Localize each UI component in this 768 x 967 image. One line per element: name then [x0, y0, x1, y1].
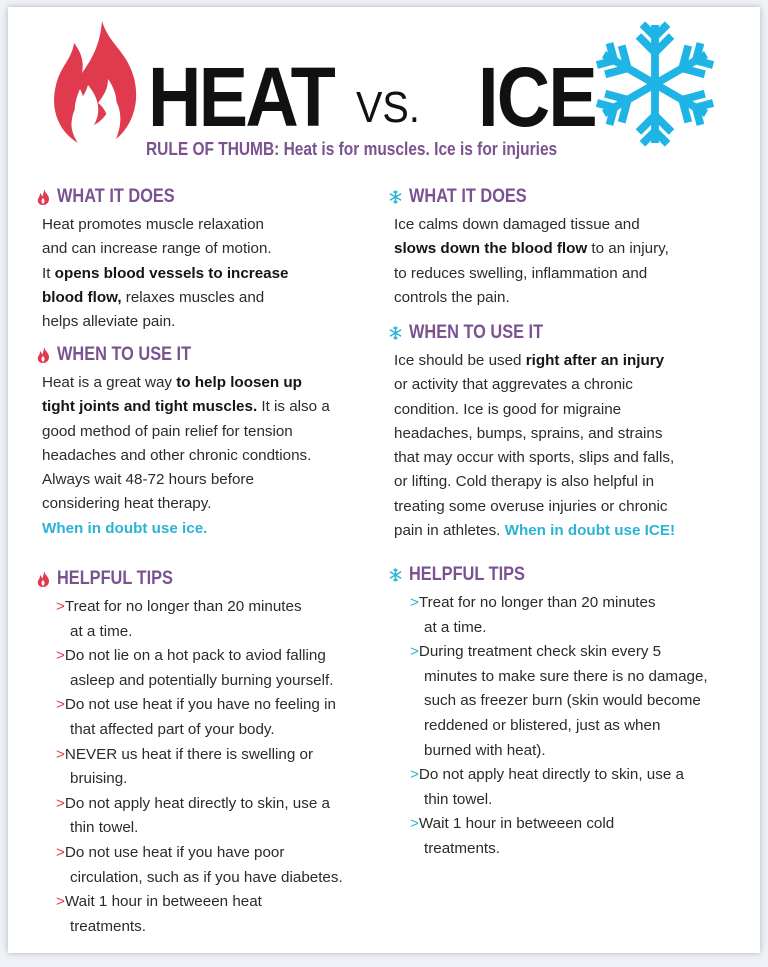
text-run: pain in athletes.	[394, 522, 505, 540]
tips-list	[36, 595, 343, 939]
tip-marker: >	[56, 745, 65, 763]
tip-item	[36, 743, 343, 792]
tip-text: Do not apply heat directly to skin, use a	[418, 766, 684, 784]
tip-text: Wait 1 hour in betweeen heat	[64, 893, 262, 911]
snowflake-icon	[388, 567, 403, 583]
tip-text: NEVER us heat if there is swelling or	[64, 745, 314, 763]
tip-text: treatments.	[70, 917, 146, 935]
text-run: considering heat therapy.	[42, 495, 212, 513]
bold-text: slows down the blood flow	[394, 240, 588, 258]
section-body	[388, 349, 675, 543]
snowflake-icon	[596, 21, 714, 147]
highlight-text: When in doubt use ice.	[42, 519, 208, 537]
section-heading	[388, 563, 708, 587]
bold-text: tight joints and tight muscles.	[42, 398, 258, 416]
tip-text: Treat for no longer than 20 minutes	[418, 594, 656, 611]
heat-tips-section	[36, 567, 343, 939]
tip-marker: >	[56, 647, 65, 665]
text-line	[42, 237, 288, 261]
text-run: condition. Ice is good for migraine	[394, 400, 622, 418]
tip-text: reddened or blistered, just as when	[424, 716, 661, 734]
tip-text: asleep and potentially burning yourself.	[70, 671, 334, 689]
section-body	[388, 213, 669, 310]
flame-icon	[50, 19, 140, 147]
text-line	[394, 495, 675, 519]
section-title: WHEN TO USE IT	[57, 344, 192, 365]
text-run: to an injury,	[587, 240, 669, 258]
tip-item	[388, 763, 708, 812]
tip-text: minutes to make sure there is no damage,	[424, 667, 708, 685]
section-title: HELPFUL TIPS	[409, 564, 525, 585]
tip-text: such as freezer burn (skin would become	[424, 692, 701, 710]
title-vs: VS.	[356, 83, 420, 132]
section-title: WHAT IT DOES	[409, 186, 527, 207]
text-run: It	[42, 264, 55, 282]
text-run: Heat promotes muscle relaxation	[42, 216, 265, 233]
heat-what-section	[36, 185, 288, 334]
section-title: WHEN TO USE IT	[409, 322, 544, 343]
ice-tips-section	[388, 563, 708, 862]
tip-text: Do not apply heat directly to skin, use a	[64, 794, 330, 812]
tip-item	[36, 792, 343, 841]
tip-text: thin towel.	[70, 819, 139, 837]
section-heading	[36, 567, 343, 591]
tip-marker: >	[410, 815, 419, 833]
tip-text: bruising.	[70, 770, 128, 788]
text-line	[394, 213, 669, 237]
section-heading	[36, 185, 288, 209]
section-body	[36, 371, 330, 541]
text-run: headaches, bumps, sprains, and strains	[394, 424, 663, 442]
tip-text: burned with heat).	[424, 741, 546, 759]
snowflake-icon	[388, 189, 403, 205]
text-line	[42, 286, 288, 310]
section-heading	[36, 343, 330, 367]
text-line	[394, 373, 675, 397]
tip-marker: >	[410, 643, 419, 661]
tip-text: treatments.	[424, 839, 500, 857]
section-heading	[388, 185, 669, 209]
flame-icon	[36, 571, 51, 587]
text-run: Ice should be used	[394, 352, 526, 369]
tip-text: Wait 1 hour in betweeen cold	[418, 815, 615, 833]
section-body	[36, 213, 288, 334]
tip-item	[36, 693, 343, 742]
text-run: or activity that aggrevates a chronic	[394, 376, 633, 394]
section-title: HELPFUL TIPS	[57, 568, 173, 589]
text-run: or lifting. Cold therapy is also helpful in	[394, 473, 655, 491]
title-heat: HEAT	[148, 50, 334, 144]
tip-text: Treat for no longer than 20 minutes	[64, 598, 302, 615]
text-line	[42, 517, 330, 541]
text-line	[394, 422, 675, 446]
text-line	[42, 468, 330, 492]
text-run: controls the pain.	[394, 288, 510, 306]
text-line	[42, 310, 288, 334]
flame-icon	[36, 189, 51, 205]
text-line	[394, 349, 675, 373]
flame-icon	[36, 347, 51, 363]
text-run: and can increase range of motion.	[42, 240, 272, 258]
text-line	[42, 262, 288, 286]
text-run: to reduces swelling, inflammation and	[394, 264, 648, 282]
text-run: Ice calms down damaged tissue and	[394, 216, 640, 233]
tip-text: at a time.	[424, 618, 487, 636]
rule-of-thumb: RULE OF THUMB: Heat is for muscles. Ice is for injuries	[146, 139, 558, 159]
text-run: treating some overuse injuries or chronic	[394, 497, 668, 515]
text-line	[42, 492, 330, 516]
text-line	[42, 371, 330, 395]
tip-text: thin towel.	[424, 790, 493, 808]
infographic-page	[8, 7, 760, 953]
text-line	[42, 395, 330, 419]
text-line	[42, 420, 330, 444]
text-line	[42, 213, 288, 237]
text-line	[394, 519, 675, 543]
tip-marker: >	[56, 696, 65, 714]
tip-text: During treatment check skin every 5	[418, 643, 662, 661]
tip-marker: >	[56, 598, 65, 615]
tip-marker: >	[56, 893, 65, 911]
text-run: Heat is a great way	[42, 374, 177, 391]
section-heading	[388, 321, 675, 345]
tip-marker: >	[56, 843, 65, 861]
text-run: helps alleviate pain.	[42, 313, 176, 331]
text-run: Always wait 48-72 hours before	[42, 471, 254, 489]
text-run: that may occur with sports, slips and falls,	[394, 449, 675, 467]
heat-when-section	[36, 343, 330, 541]
tip-text: Do not lie on a hot pack to aviod falling	[64, 647, 326, 665]
text-line	[394, 398, 675, 422]
text-run: It is also a	[257, 398, 330, 416]
text-run: relaxes muscles and	[121, 288, 265, 306]
text-run: good method of pain relief for tension	[42, 422, 293, 440]
section-title: WHAT IT DOES	[57, 186, 175, 207]
tip-item	[388, 591, 708, 640]
tip-text: that affected part of your body.	[70, 720, 275, 738]
text-run: headaches and other chronic condtions.	[42, 446, 312, 464]
highlight-text: When in doubt use ICE!	[504, 522, 676, 540]
blank-patch	[536, 833, 760, 953]
tip-item	[388, 640, 708, 763]
tip-item	[36, 841, 343, 890]
tip-text: at a time.	[70, 622, 133, 640]
ice-when-section	[388, 321, 675, 543]
title-ice: ICE	[478, 50, 596, 144]
tip-marker: >	[410, 594, 419, 611]
tip-marker: >	[410, 766, 419, 784]
tip-marker: >	[56, 794, 65, 812]
snowflake-icon	[388, 325, 403, 341]
ice-what-section	[388, 185, 669, 310]
tip-item	[36, 595, 343, 644]
text-line	[394, 470, 675, 494]
tip-item	[36, 890, 343, 939]
tips-list	[388, 591, 708, 862]
bold-text: blood flow,	[42, 288, 122, 306]
tip-text: circulation, such as if you have diabetes.	[70, 868, 343, 886]
text-line	[394, 286, 669, 310]
text-line	[394, 262, 669, 286]
text-line	[42, 444, 330, 468]
text-line	[394, 237, 669, 261]
tip-item	[36, 644, 343, 693]
bold-text: right after an injury	[525, 352, 665, 369]
bold-text: to help loosen up	[176, 374, 302, 391]
text-line	[394, 446, 675, 470]
tip-text: Do not use heat if you have poor	[64, 843, 285, 861]
bold-text: opens blood vessels to increase	[54, 264, 289, 282]
tip-text: Do not use heat if you have no feeling in	[64, 696, 336, 714]
